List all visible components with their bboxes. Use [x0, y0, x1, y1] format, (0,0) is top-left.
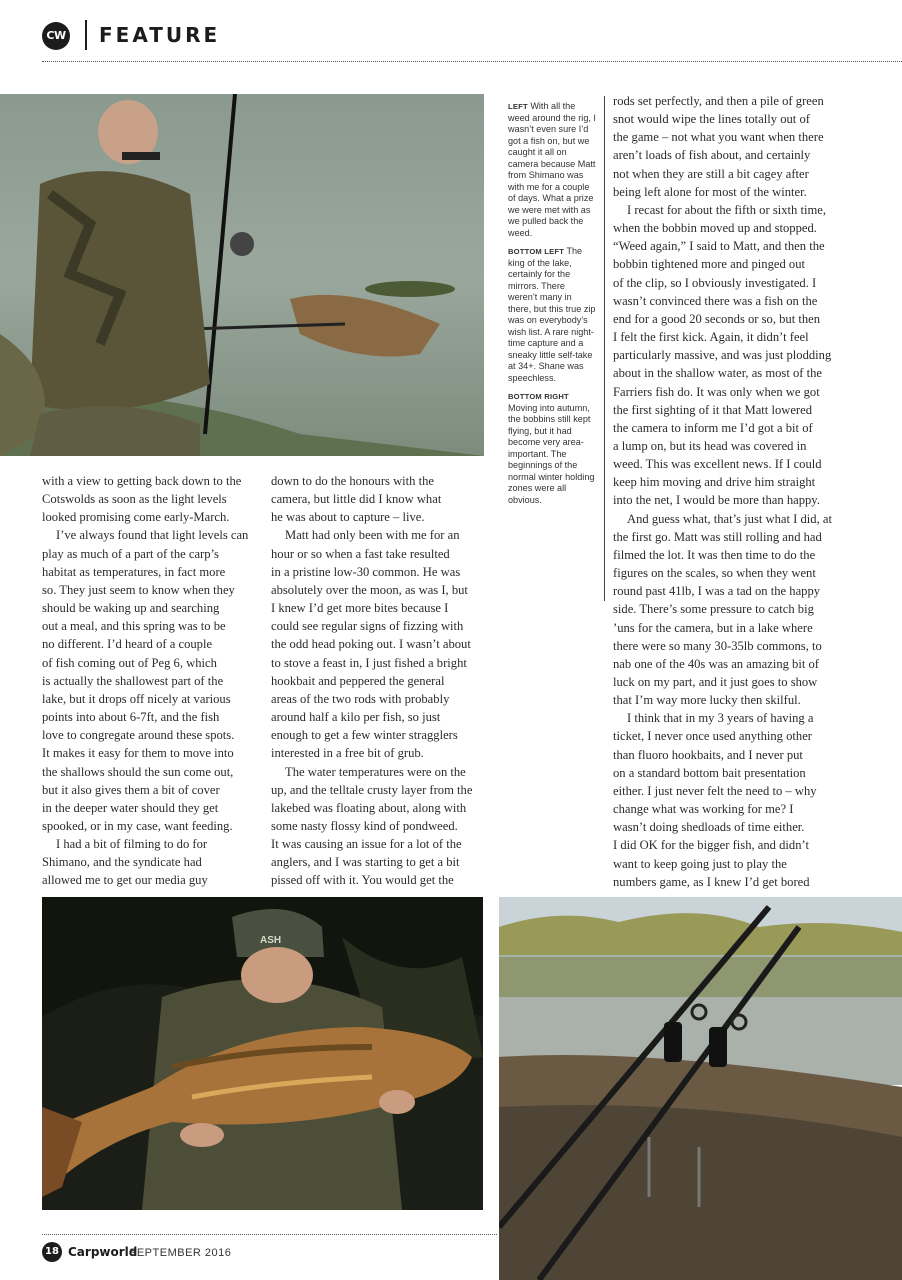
text-line: than fluoro hookbaits, and I never put — [613, 747, 803, 762]
photo-mirror-carp — [42, 897, 483, 1210]
text-line: that I’m way more lucky then skilful. — [613, 693, 801, 708]
text-line: on a standard bottom bait presentation — [613, 765, 806, 780]
caption-text: With all the weed around the rig, I wasn’t even sure I’d got a fish on, but we caught it all on camera because Matt from Shimano was with me for a couple of days. What a prize we were met with as we pulled back the weed. — [508, 101, 596, 238]
text-line: he was about to capture – live. — [271, 510, 425, 525]
text-line: wasn’t doing shedloads of time either. — [613, 820, 805, 835]
text-line: into the net, I would be more than happy. — [613, 493, 820, 508]
text-line: absolutely over the moon, as was I, but — [271, 582, 468, 597]
text-line: figures on the scales, so when they went — [613, 566, 816, 581]
text-line: I felt the first kick. Again, it didn’t feel — [613, 330, 809, 345]
text-line: with a view to getting back down to the — [42, 474, 242, 488]
header-dotted-rule — [42, 61, 902, 62]
text-line: interested in a free bit of grub. — [271, 746, 424, 761]
text-line: particularly massive, and was just plodding — [613, 348, 832, 363]
text-line: up, and the telltale crusty layer from the — [271, 782, 473, 797]
text-line: spooked, or in my case, want feeding. — [42, 818, 233, 833]
text-line: is actually the shallowest part of the — [42, 673, 224, 688]
body-column-2 — [271, 472, 491, 890]
text-line: out a meal, and this spring was to be — [42, 619, 226, 634]
text-line: bobbin tightened more and pinged out — [613, 257, 806, 272]
text-line: there were so many 30-35lb commons, to — [613, 638, 822, 653]
text-line: “Weed again,” I said to Matt, and then the — [613, 239, 825, 254]
body-column-3 — [613, 92, 853, 891]
text-line: I had a bit of filming to do for — [56, 837, 208, 852]
header-divider — [85, 20, 87, 50]
text-line: I did OK for the bigger fish, and didn’t — [613, 838, 809, 853]
text-line: so. They just seem to know when they — [42, 582, 235, 597]
text-line: anglers, and I was starting to get a bit — [271, 855, 460, 870]
text-line: some nasty flossy kind of pondweed. — [271, 818, 458, 833]
text-line: to stove a feast in, I just fished a bright — [271, 655, 467, 670]
text-line: I think that in my 3 years of having a — [627, 711, 814, 726]
text-line: around half a kilo per fish, so just — [271, 710, 441, 725]
caption-label: BOTTOM LEFT — [508, 247, 565, 256]
photo-rods-on-pod — [499, 897, 902, 1280]
text-line: down to do the honours with the — [271, 474, 435, 488]
text-line: The water temperatures were on the — [285, 764, 466, 779]
caption-text: The king of the lake, certainly for the mirrors. There weren’t many in there, but this true zip was on everybody’s wish list. A rare night-time capture and a sneaky little self-take at 34+. Shane was speechless. — [508, 246, 596, 383]
text-line: love to congregate around these spots. — [42, 728, 235, 743]
text-line: the odd head poking out. I wasn’t about — [271, 637, 471, 652]
text-line: Farriers fish do. It was only when we got — [613, 384, 820, 399]
caption-text: Moving into autumn, the bobbins still kept flying, but it had become very area-important. The beginnings of the normal winter holding zones were all obvious. — [508, 402, 595, 505]
caption-left — [508, 101, 596, 239]
caption-divider — [604, 96, 605, 601]
text-line: lakebed was floating about, along with — [271, 800, 467, 815]
text-line: round past 41lb, I was a tad on the happy — [613, 584, 821, 599]
text-line: I recast for about the fifth or sixth time, — [627, 202, 826, 217]
text-line: lake, but it drops off nicely at various — [42, 691, 231, 706]
caption-bottom-left — [508, 246, 596, 384]
text-line: the game – not what you want when there — [613, 130, 824, 145]
text-line: It was causing an issue for a lot of the — [271, 837, 462, 852]
section-title: FEATURE — [99, 23, 221, 47]
text-line: should be waking up and searching — [42, 601, 220, 616]
text-line: of the clip, so I obviously investigated. I — [613, 275, 817, 290]
text-line: about in the shallow water, as most of the — [613, 366, 822, 381]
caption-label: BOTTOM RIGHT — [508, 392, 569, 401]
text-line: points into about 6-7ft, and the fish — [42, 710, 220, 725]
cap-logo-text: ASH — [260, 935, 282, 946]
text-line: rods set perfectly, and then a pile of green — [613, 94, 824, 108]
text-line: pissed off with it. You would get the — [271, 873, 454, 888]
text-line: but it also gives them a bit of cover — [42, 782, 220, 797]
text-line: the first sighting of it that Matt lowered — [613, 402, 813, 417]
text-line: habitat as temperatures, in fact more — [42, 564, 226, 579]
magazine-name: Carpworld — [68, 1245, 138, 1259]
text-line: weed. This was excellent news. If I could — [613, 457, 822, 472]
text-line: Shimano, and the syndicate had — [42, 855, 202, 870]
footer-dotted-rule — [42, 1234, 497, 1235]
section-badge: CW — [42, 22, 70, 50]
text-line: enough to get a few winter stragglers — [271, 728, 458, 743]
text-line: in a pristine low-30 common. He was — [271, 564, 461, 579]
text-line: snot would wipe the lines totally out of — [613, 112, 810, 127]
text-line: the first go. Matt was still rolling and had — [613, 529, 822, 544]
text-line: when the bobbin moved up and stopped. — [613, 221, 817, 236]
text-line: wasn’t convinced there was a fish on the — [613, 293, 818, 308]
text-line: of fish coming out of Peg 6, which — [42, 655, 217, 670]
text-line: I knew I’d get more bites because I — [271, 601, 449, 616]
text-line: It makes it easy for them to move into — [42, 746, 234, 761]
text-line: change what was working for me? I — [613, 802, 794, 817]
text-line: Cotswolds as soon as the light levels — [42, 492, 227, 507]
text-line: side. There’s some pressure to catch big — [613, 602, 814, 617]
text-line: camera, but little did I know what — [271, 492, 442, 507]
text-line: end for a good 20 seconds or so, but then — [613, 311, 821, 326]
body-column-1 — [42, 472, 260, 890]
text-line: aren’t loads of fish about, and certainly — [613, 148, 811, 163]
text-line: a lump on, but its head was covered in — [613, 438, 807, 453]
text-line: play as much of a part of the carp’s — [42, 546, 219, 561]
text-line: ticket, I never once used anything other — [613, 729, 812, 744]
text-line: allowed me to get our media guy — [42, 873, 208, 888]
text-line: I’ve always found that light levels can — [56, 528, 249, 543]
text-line: the camera to inform me I’d got a bit of — [613, 420, 813, 435]
text-line: want to keep going just to play the — [613, 856, 787, 871]
text-line: And guess what, that’s just what I did, at — [627, 511, 832, 526]
text-line: areas of the two rods with probably — [271, 691, 450, 706]
text-line: in the deeper water should they get — [42, 800, 219, 815]
text-line: filmed the lot. It was then time to do the — [613, 547, 816, 562]
text-line: the shallows should the sun come out, — [42, 764, 234, 779]
page-number: 18 — [42, 1242, 62, 1262]
text-line: not when they are still a bit cagey after — [613, 166, 809, 181]
text-line: ’uns for the camera, but in a lake where — [613, 620, 813, 635]
text-line: looked promising come early-March. — [42, 510, 230, 525]
caption-label: LEFT — [508, 102, 528, 111]
photo-angler-netting — [0, 94, 484, 456]
text-line: Matt had only been with me for an — [285, 528, 460, 543]
text-line: numbers game, as I knew I’d get bored — [613, 874, 810, 889]
text-line: hookbait and peppered the general — [271, 673, 445, 688]
text-line: keep him moving and drive him straight — [613, 475, 816, 490]
text-line: could see regular signs of fizzing with — [271, 619, 464, 634]
text-line: either. I just never felt the need to – why — [613, 783, 817, 798]
text-line: no different. I’d heard of a couple — [42, 637, 213, 652]
text-line: nab one of the 40s was an amazing bit of — [613, 656, 819, 671]
issue-date: SEPTEMBER 2016 — [129, 1247, 232, 1259]
caption-bottom-right — [508, 391, 596, 506]
text-line: hour or so when a fast take resulted — [271, 546, 450, 561]
text-line: luck on my part, and it just goes to show — [613, 675, 818, 689]
photo-captions — [508, 101, 596, 513]
text-line: being left alone for most of the winter. — [613, 184, 807, 199]
